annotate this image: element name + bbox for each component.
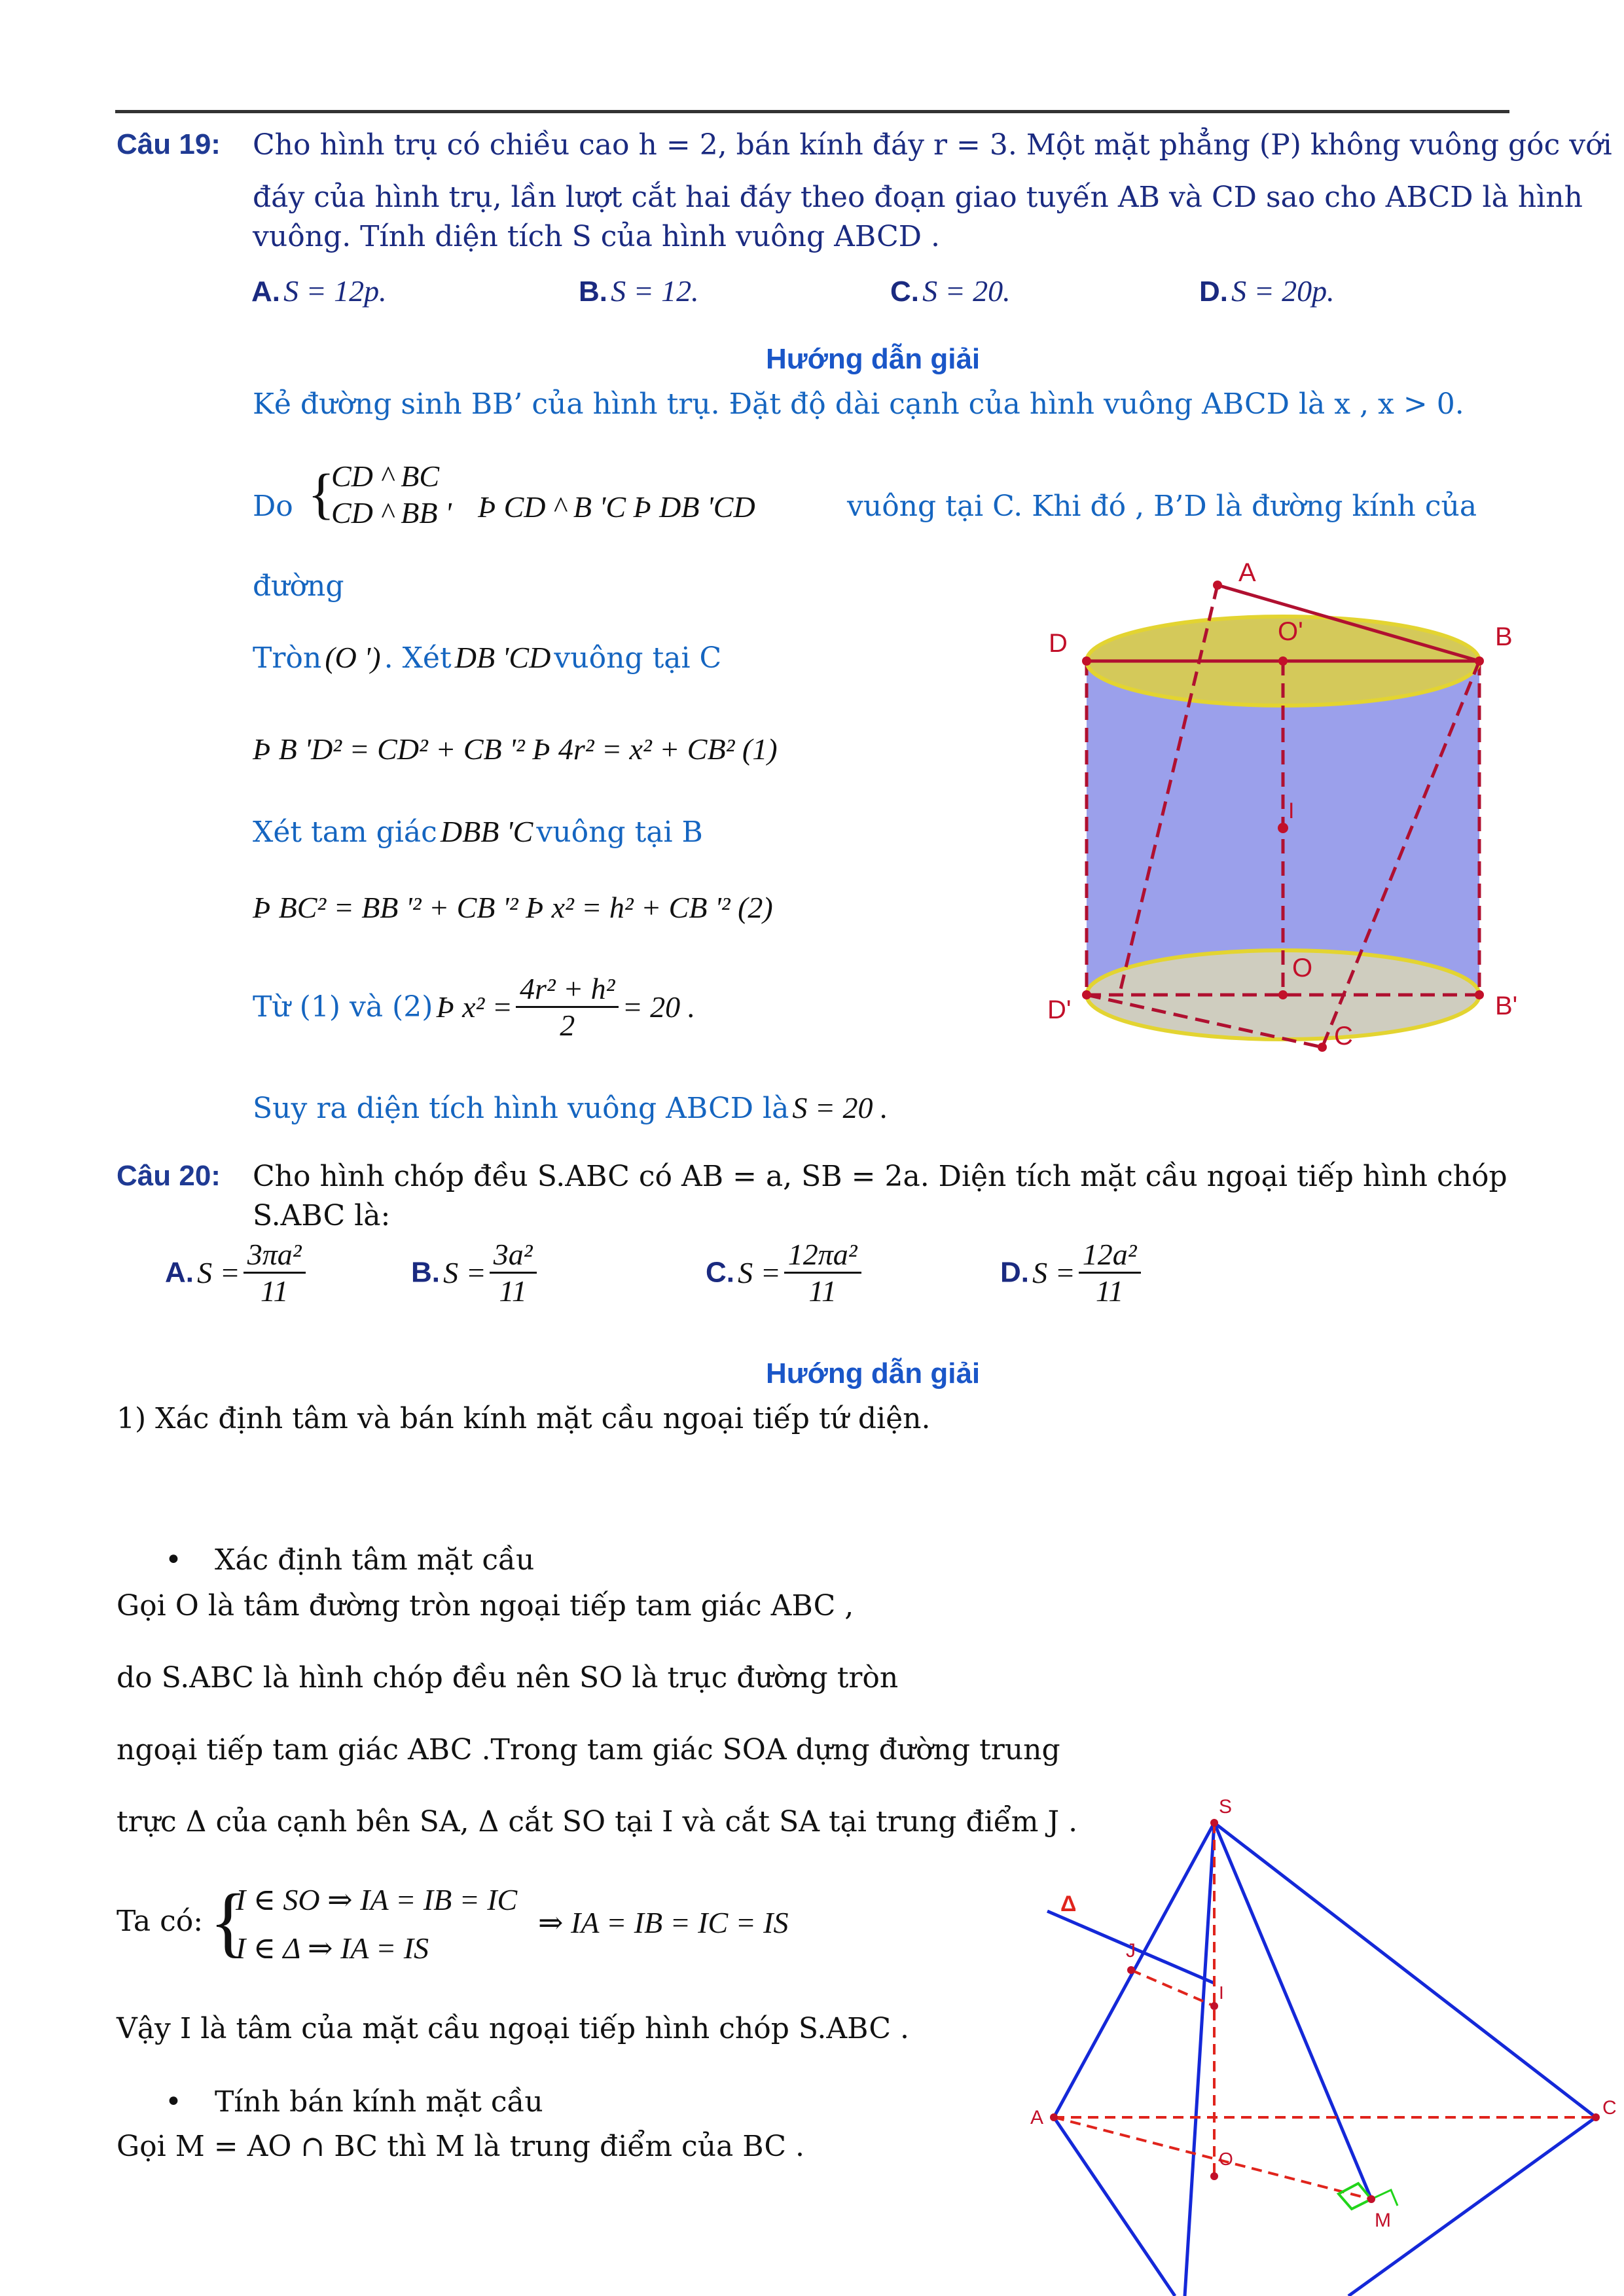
- option-fraction: [244, 1237, 306, 1308]
- point-J: [1127, 1966, 1135, 1974]
- option-key: B.: [411, 1256, 440, 1289]
- option-19-d[interactable]: [1199, 274, 1335, 308]
- bullet-1: [165, 1543, 534, 1577]
- point-I: [1278, 823, 1288, 833]
- solution-19-title: Hướng dẫn giải: [766, 343, 981, 375]
- edge-BC: [1348, 2117, 1596, 2296]
- bullet-2-text: Tính bán kính mặt cầu: [215, 2085, 543, 2119]
- text: Từ (1) và (2): [253, 990, 433, 1024]
- system-line-2: CD ^ BB ': [331, 496, 452, 529]
- solution-19-step-6: [253, 971, 695, 1043]
- question-20-line-1: Cho hình chóp đều S.ABC có AB = a, SB = 2a. Diện tích mặt cầu ngoại tiếp hình chóp: [253, 1160, 1507, 1193]
- option-value: S = 12.: [611, 274, 699, 308]
- bullet-dot-icon: •: [165, 1543, 182, 1577]
- option-key: C.: [890, 276, 919, 308]
- text: Tròn: [253, 641, 322, 675]
- denominator: 11: [499, 1274, 527, 1308]
- label-B-prime: B': [1495, 992, 1518, 1020]
- question-19-line-3: vuông. Tính diện tích S của hình vuông ABCD .: [253, 220, 940, 253]
- solution-20-para-7: Gọi M = AO ∩ BC thì M là trung điểm của BC .: [117, 2130, 805, 2163]
- question-19-line-1: Cho hình trụ có chiều cao h = 2, bán kính đáy r = 3. Một mặt phẳng (P) không vuông góc với: [253, 128, 1612, 162]
- solution-20-para-2: Gọi O là tâm đường tròn ngoại tiếp tam giác ABC ,: [117, 1589, 854, 1623]
- math: (O '): [325, 641, 381, 674]
- option-key: D.: [1000, 1256, 1029, 1289]
- point-S: [1210, 1819, 1218, 1827]
- equation-1: Þ B 'D² = CD² + CB '² Þ 4r² = x² + CB² (1): [253, 732, 778, 766]
- option-key: D.: [1199, 276, 1228, 308]
- solution-20-para-1: 1) Xác định tâm và bán kính mặt cầu ngoại tiếp tứ diện.: [117, 1402, 931, 1435]
- solution-20-para-4: ngoại tiếp tam giác ABC .Trong tam giác SOA dựng đường trung: [117, 1733, 1060, 1767]
- point-O: [1278, 990, 1288, 999]
- option-20-a[interactable]: [165, 1237, 306, 1308]
- solution-20-para-3: do S.ABC là hình chóp đều nên SO là trục đường tròn: [117, 1661, 899, 1695]
- edge-SC: [1214, 1823, 1596, 2117]
- solution-20-title: Hướng dẫn giải: [766, 1357, 981, 1390]
- numerator: 12a²: [1079, 1237, 1141, 1274]
- point-O: [1210, 2172, 1218, 2180]
- point-B: [1475, 656, 1484, 666]
- label-B: B: [1495, 622, 1513, 651]
- option-key: C.: [706, 1256, 734, 1289]
- solution-19-system: { CD ^ BC CD ^ BB ': [308, 458, 452, 531]
- numerator: 3a²: [490, 1237, 537, 1274]
- option-prefix: S =: [197, 1256, 240, 1289]
- question-20-line-2: S.ABC là:: [253, 1199, 391, 1232]
- point-O1: [1278, 656, 1288, 666]
- text: Xét tam giác: [253, 816, 437, 849]
- option-prefix: S =: [443, 1256, 486, 1289]
- point-I: [1210, 2002, 1218, 2010]
- label-D-prime: D': [1047, 996, 1072, 1024]
- cylinder-figure: [1047, 556, 1518, 1073]
- system-line-1: CD ^ BC: [331, 459, 440, 493]
- label-I: I: [1288, 798, 1295, 823]
- solution-20-taco: Ta có:: [117, 1905, 204, 1938]
- option-key: B.: [579, 276, 607, 308]
- denominator: 11: [808, 1274, 837, 1308]
- numerator: 3πa²: [244, 1237, 306, 1274]
- solution-20-para-6: Vậy I là tâm của mặt cầu ngoại tiếp hình chóp S.ABC .: [117, 2012, 909, 2045]
- math: = 20 .: [622, 990, 696, 1024]
- point-C: [1318, 1043, 1327, 1052]
- label-A: A: [1030, 2107, 1044, 2128]
- question-20-label: Câu 20:: [117, 1160, 221, 1192]
- bullet-1-text: Xác định tâm mặt cầu: [215, 1543, 535, 1577]
- bullet-dot-icon: •: [165, 2085, 182, 2119]
- text: vuông tại C: [554, 641, 722, 675]
- option-key: A.: [251, 276, 280, 308]
- solution-20-system-result: ⇒ IA = IB = IC = IS: [538, 1906, 789, 1939]
- numerator: 4r² + h²: [516, 971, 619, 1008]
- equation-2: Þ BC² = BB '² + CB '² Þ x² = h² + CB '² (2): [253, 891, 773, 924]
- text: Suy ra diện tích hình vuông ABCD là: [253, 1092, 789, 1125]
- option-20-d[interactable]: [1000, 1237, 1141, 1308]
- label-I: I: [1219, 1982, 1224, 2003]
- math: Þ x² =: [436, 990, 513, 1024]
- solution-19-step-3: đường: [253, 569, 344, 603]
- fraction: [516, 971, 619, 1043]
- option-value: S = 20p.: [1231, 274, 1335, 308]
- option-prefix: S =: [738, 1256, 781, 1289]
- question-19-label: Câu 19:: [117, 128, 221, 160]
- bullet-2: [165, 2085, 543, 2119]
- label-O: O: [1219, 2149, 1233, 2169]
- solution-19-step-2-text: vuông tại C. Khi đó , B’D là đường kính của: [847, 490, 1477, 523]
- label-O1: O': [1278, 617, 1303, 646]
- point-C: [1592, 2113, 1600, 2121]
- denominator: 11: [1095, 1274, 1124, 1308]
- math: DBB 'C: [440, 815, 533, 848]
- solution-19-step-4: [253, 640, 721, 675]
- point-A: [1050, 2113, 1058, 2121]
- option-key: A.: [165, 1256, 194, 1289]
- edge-SB: [1185, 1823, 1214, 2296]
- label-A: A: [1238, 558, 1256, 587]
- denominator: 11: [260, 1274, 289, 1308]
- point-M: [1367, 2195, 1375, 2203]
- option-19-a[interactable]: [251, 274, 387, 308]
- label-J: J: [1126, 1940, 1136, 1962]
- option-value: S = 20.: [922, 274, 1011, 308]
- option-19-b[interactable]: [579, 274, 699, 308]
- solution-19-step-5: [253, 814, 703, 849]
- text: . Xét: [384, 641, 452, 675]
- right-angle-mark-M2: [1371, 2190, 1398, 2206]
- option-19-c[interactable]: [890, 274, 1011, 308]
- label-S: S: [1219, 1796, 1233, 1818]
- option-fraction: [490, 1237, 537, 1308]
- pyramid-figure: [1021, 1793, 1624, 2296]
- question-19-line-2: đáy của hình trụ, lần lượt cắt hai đáy theo đoạn giao tuyến AB và CD sao cho ABCD là hình: [253, 181, 1583, 214]
- denominator: 2: [560, 1009, 575, 1042]
- point-A: [1213, 581, 1222, 590]
- top-rule: [115, 110, 1509, 113]
- segment-JI: [1131, 1970, 1214, 2006]
- label-C: C: [1334, 1022, 1353, 1050]
- solution-19-step-1: Kẻ đường sinh BB’ của hình trụ. Đặt độ dài cạnh của hình vuông ABCD là x , x > 0.: [253, 387, 1464, 421]
- label-C: C: [1602, 2097, 1617, 2119]
- numerator: 12πa²: [784, 1237, 861, 1274]
- solution-19-do: Do: [253, 490, 293, 523]
- label-M: M: [1375, 2210, 1391, 2231]
- point-D: [1082, 656, 1091, 666]
- option-20-b[interactable]: [411, 1237, 537, 1308]
- solution-19-step-7: [253, 1090, 888, 1125]
- point-B-prime: [1475, 990, 1484, 999]
- option-20-c[interactable]: [706, 1237, 861, 1308]
- text: vuông tại B: [536, 816, 703, 849]
- label-O: O: [1292, 954, 1313, 982]
- system-line-2: I ∈ Δ ⇒ IA = IS: [236, 1931, 429, 1965]
- math: S = 20 .: [792, 1091, 888, 1124]
- solution-19-implication: Þ CD ^ B 'C Þ DB 'CD: [478, 490, 755, 524]
- solution-20-system: { I ∈ SO ⇒ IA = IB = IC I ∈ Δ ⇒ IA = IS: [209, 1876, 517, 1973]
- label-delta: Δ: [1060, 1892, 1077, 1916]
- option-fraction: [1079, 1237, 1141, 1308]
- point-D-prime: [1082, 990, 1091, 999]
- solution-20-para-5: trực Δ của cạnh bên SA, Δ cắt SO tại I và cắt SA tại trung điểm J .: [117, 1805, 1078, 1839]
- option-value: S = 12p.: [283, 274, 387, 308]
- system-line-1: I ∈ SO ⇒ IA = IB = IC: [236, 1883, 518, 1916]
- segment-SM: [1214, 1823, 1371, 2199]
- label-D: D: [1049, 629, 1068, 658]
- option-fraction: [784, 1237, 861, 1308]
- option-prefix: S =: [1032, 1256, 1075, 1289]
- math: DB 'CD: [454, 641, 551, 674]
